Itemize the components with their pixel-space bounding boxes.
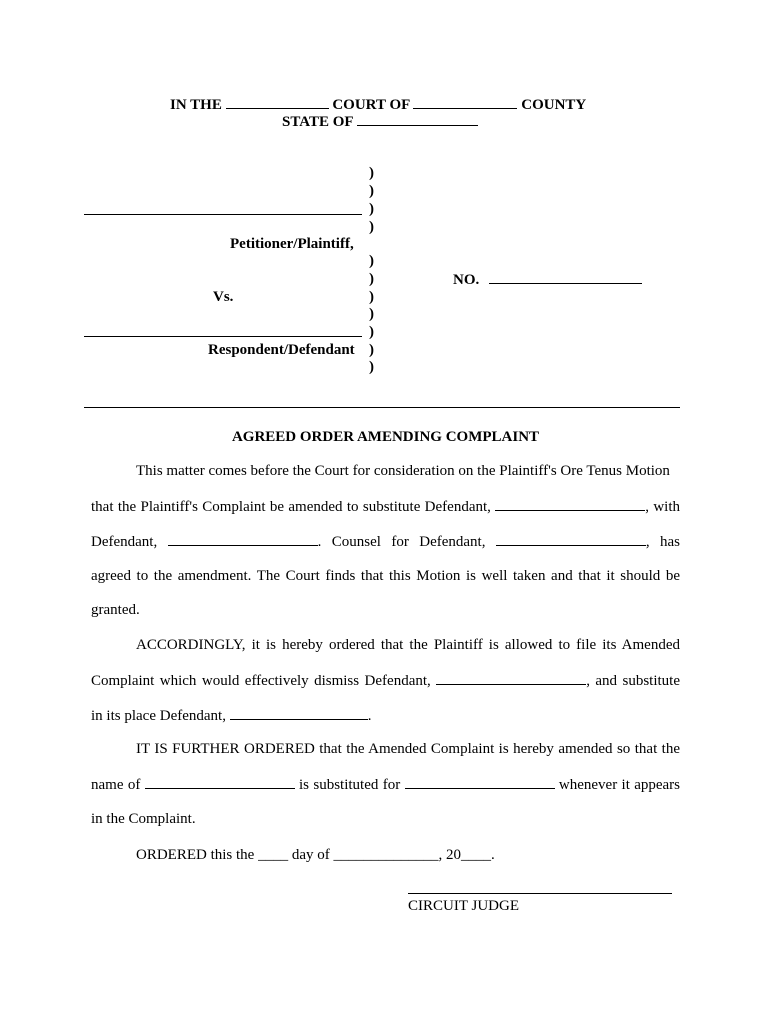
header-state-of: STATE OF — [282, 114, 353, 130]
paren: ) — [369, 253, 374, 269]
substitute-defendant-blank — [495, 497, 645, 511]
p1-l2-text-b: , with — [645, 499, 680, 515]
p2-line3 — [91, 706, 680, 725]
p2-l3-text-b: . — [367, 708, 372, 724]
paren: ) — [369, 306, 374, 322]
p1-line5: granted. — [91, 602, 140, 618]
p1-line2 — [91, 497, 680, 516]
court-header-line2 — [282, 112, 478, 131]
p3-line2 — [91, 775, 680, 794]
document-title: AGREED ORDER AMENDING COMPLAINT — [231, 429, 540, 445]
p3-line1: IT IS FURTHER ORDERED that the Amended Complaint is hereby amended so that the — [136, 741, 680, 757]
paren: ) — [369, 183, 374, 199]
place-defendant-blank — [230, 706, 368, 720]
p1-l3-text-c: Counsel for Defendant, — [331, 534, 486, 550]
p2-l3-text-a: in its place Defendant, — [91, 708, 226, 724]
p2-l2-text-b: , and substitute — [586, 673, 680, 689]
respondent-label: Respondent/Defendant — [208, 342, 355, 358]
counsel-defendant-blank — [496, 532, 646, 546]
county-name-blank — [413, 95, 517, 109]
petitioner-name-line — [84, 214, 362, 215]
respondent-name-line — [84, 336, 362, 337]
court-name-blank — [226, 95, 329, 109]
p3-l2-text-b: is substituted for — [299, 777, 401, 793]
dismiss-defendant-blank — [436, 671, 586, 685]
name-of-blank — [145, 775, 295, 789]
vs-label: Vs. — [213, 289, 234, 305]
signature-label: CIRCUIT JUDGE — [408, 898, 519, 914]
p1-l2-text-a: that the Plaintiff's Complaint be amended to substitute Defendant, — [91, 499, 491, 515]
paren: ) — [369, 289, 374, 305]
petitioner-label: Petitioner/Plaintiff, — [230, 236, 354, 252]
p3-l2-text-c: whenever it appears — [558, 777, 681, 793]
paren: ) — [369, 324, 374, 340]
paren: ) — [369, 201, 374, 217]
p1-l3-text-d: , has — [645, 534, 681, 550]
case-number-label: NO. — [453, 272, 480, 288]
with-defendant-blank — [168, 532, 318, 546]
p3-l2-text-a: name of — [91, 777, 141, 793]
signature-line — [408, 893, 672, 894]
p1-line4: agreed to the amendment. The Court finds that this Motion is well taken and that it should be — [91, 568, 680, 584]
case-number-blank — [489, 270, 642, 284]
header-county: COUNTY — [521, 97, 587, 113]
paren: ) — [369, 165, 374, 181]
paren: ) — [369, 359, 374, 375]
paren: ) — [369, 219, 374, 235]
ordered-date-line: ORDERED this the ____ day of ______________, 20____. — [136, 847, 495, 863]
p2-line1: ACCORDINGLY, it is hereby ordered that the Plaintiff is allowed to file its Amended — [136, 637, 680, 653]
p1-l3-text-b: . — [317, 534, 322, 550]
paren: ) — [369, 271, 374, 287]
header-in-the: IN THE — [170, 97, 222, 113]
p3-line3: in the Complaint. — [91, 811, 196, 827]
p1-l3-text-a: Defendant, — [91, 534, 158, 550]
paren: ) — [369, 342, 374, 358]
p1-line3 — [91, 532, 680, 551]
state-name-blank — [357, 112, 478, 126]
p1-line1: This matter comes before the Court for consideration on the Plaintiff's Ore Tenus Motion — [136, 463, 670, 479]
header-court-of: COURT OF — [332, 97, 410, 113]
caption-divider — [84, 407, 680, 408]
case-number — [453, 270, 642, 289]
substituted-for-blank — [405, 775, 555, 789]
p2-line2 — [91, 671, 680, 690]
p2-l2-text-a: Complaint which would effectively dismiss Defendant, — [91, 673, 431, 689]
